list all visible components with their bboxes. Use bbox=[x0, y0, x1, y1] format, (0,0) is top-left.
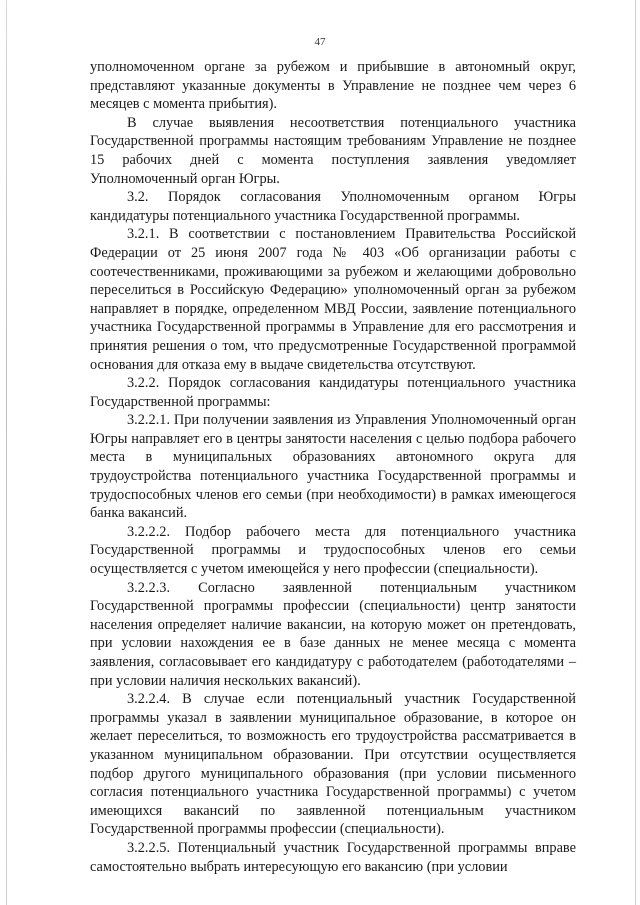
paragraph-section-3-2: 3.2. Порядок согласования Уполномоченным органом Югры кандидатуры потенциального участника Государственной программы. bbox=[90, 189, 576, 224]
paragraph-noncompliance-notice: В случае выявления несоответствия потенциального участника Государственной программы настоящим требованиям Управление не позднее 15 рабочих дней с момента поступления заявления уведомляет Уполномоченный орган Югры. bbox=[90, 114, 576, 187]
paragraph-section-3-2-2-4: 3.2.2.4. В случае если потенциальный участник Государственной программы указал в заявлении муниципальное образование, в которое он желает переселиться, то возможность его трудоустройства рассматривается в указанном муниципальном образовании. При отсутствии осуществляется подбор другого муниципального образования (при условии письменного согласия потенциального участника Государственной программы) с учетом имеющихся вакансий по заявленной потенциальным участником Государственной программы профессии (специальности). bbox=[90, 691, 576, 838]
page-number: 47 bbox=[314, 36, 326, 48]
paragraph-continuation: уполномоченном органе за рубежом и прибывшие в автономный округ, представляют указанные документы в Управление не позднее чем через 6 месяцев с момента прибытия). bbox=[90, 59, 576, 113]
scan-edge-left bbox=[6, 0, 7, 905]
paragraph-section-3-2-2: 3.2.2. Порядок согласования кандидатуры потенциального участника Государственной программы: bbox=[90, 375, 576, 410]
paragraph-section-3-2-2-2: 3.2.2.2. Подбор рабочего места для потенциального участника Государственной программы и трудоспособных членов его семьи осуществляется с учетом имеющейся у него профессии (специальности). bbox=[90, 523, 576, 578]
paragraph-section-3-2-2-5: 3.2.2.5. Потенциальный участник Государственной программы вправе самостоятельно выбрать интересующую его вакансию (при условии bbox=[90, 839, 576, 875]
paragraph-section-3-2-1: 3.2.1. В соответствии с постановлением Правительства Российской Федерации от 25 июня 2007 года № 403 «Об организации работы с соотечественниками, проживающими за рубежом и желающими добровольно переселиться в Российскую Федерацию» уполномоченный орган за рубежом направляет в порядке, определенном МВД России, заявление потенциального участника Государственной программы в Управление для его рассмотрения и принятия решения о том, что предусмотренные Государственной программой основания для отказа ему в выдаче свидетельства отсутствуют. bbox=[90, 226, 576, 373]
scan-edge-right bbox=[635, 0, 636, 905]
document-body bbox=[90, 58, 576, 876]
paragraph-section-3-2-2-3: 3.2.2.3. Согласно заявленной потенциальным участником Государственной программы профессии (специальности) центр занятости населения определяет наличие вакансии, на которую может он претендовать, при условии нахождения ее в базе данных не менее месяца с момента заявления, согласовывает его кандидатуру с работодателем (работодателями – при условии наличия нескольких вакансий). bbox=[90, 579, 576, 689]
paragraph-section-3-2-2-1: 3.2.2.1. При получении заявления из Управления Уполномоченный орган Югры направляет его в центры занятости населения с целью подбора рабочего места в муниципальных образованиях автономного округа для трудоустройства потенциального участника Государственной программы и трудоспособных членов его семьи (при необходимости) в рамках имеющегося банка вакансий. bbox=[90, 412, 576, 522]
